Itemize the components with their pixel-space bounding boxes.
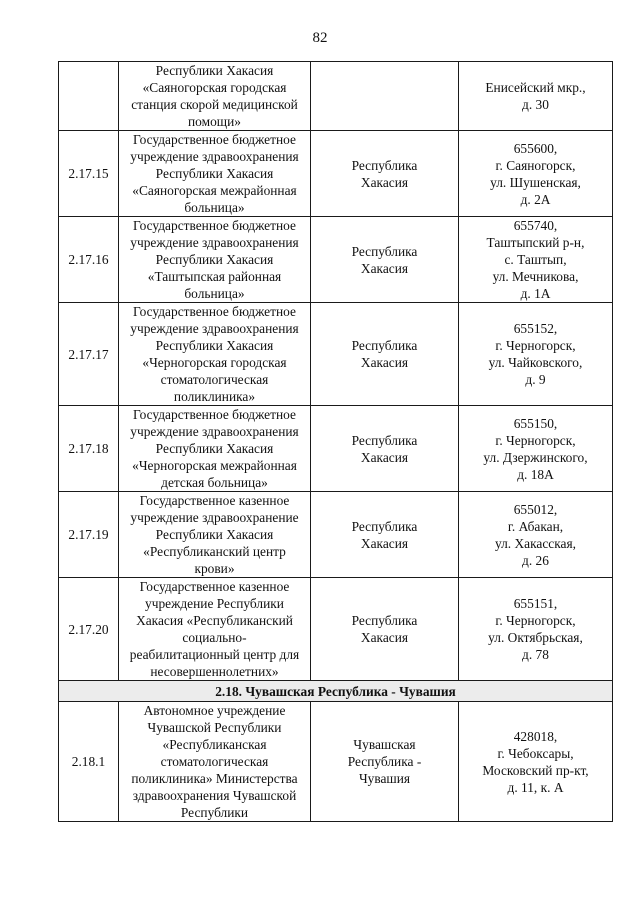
address-line: д. 78 xyxy=(522,647,549,662)
organization-name-line: «Республиканская xyxy=(162,737,267,752)
organization-name xyxy=(119,406,311,492)
address-line: Таштыпский р-н, xyxy=(486,235,585,250)
organization-name xyxy=(119,702,311,822)
organization-name-line: больница» xyxy=(184,286,245,301)
organization-name xyxy=(119,62,311,131)
organization-name-line: учреждение здравоохранение xyxy=(130,510,299,525)
address xyxy=(459,702,613,822)
organization-name-line: социально- xyxy=(182,630,247,645)
organization-name-line: Чувашской Республики xyxy=(147,720,282,735)
organization-name-line: учреждение здравоохранения xyxy=(130,149,299,164)
organization-name-line: поликлиника» Министерства xyxy=(131,771,298,786)
region-name-line: Хакасия xyxy=(360,630,409,645)
organization-name-line: «Саяногорская межрайонная xyxy=(132,183,297,198)
address-line: 655152, xyxy=(513,321,558,336)
organization-name-line: Государственное бюджетное xyxy=(133,132,296,147)
item-number xyxy=(59,62,119,131)
region-name xyxy=(311,406,459,492)
organization-name-line: реабилитационный центр для xyxy=(129,647,300,662)
organization-name-line: Республики xyxy=(180,805,249,820)
organization-name-line: Государственное казенное xyxy=(139,493,290,508)
region-name-line: Республика xyxy=(351,613,418,628)
item-number: 2.17.18 xyxy=(59,406,119,492)
table-row xyxy=(59,131,613,217)
region-name xyxy=(311,217,459,303)
table-row xyxy=(59,406,613,492)
region-name-line: Республика xyxy=(351,432,418,448)
address xyxy=(459,578,613,681)
organization-name-line: «Черногорская городская xyxy=(142,355,287,370)
organization-name-line: Государственное бюджетное xyxy=(133,218,296,233)
organization-name xyxy=(119,131,311,217)
section-row xyxy=(59,681,613,702)
region-name xyxy=(311,702,459,822)
organization-name-line: станция скорой медицинской xyxy=(131,97,298,112)
region-name-line: Хакасия xyxy=(360,355,409,370)
address-line: 655151, xyxy=(513,596,558,611)
region-name-line: Республика xyxy=(351,518,418,534)
organization-name-line: учреждение Республики xyxy=(145,596,284,611)
address xyxy=(459,62,613,131)
table-row xyxy=(59,217,613,303)
address-line: г. Чебоксары, xyxy=(497,745,574,761)
organization-name xyxy=(119,217,311,303)
address-line: 655600, xyxy=(513,140,558,156)
region-name xyxy=(311,303,459,406)
item-number: 2.17.20 xyxy=(59,578,119,681)
item-number: 2.17.15 xyxy=(59,131,119,217)
organization-name-line: Республики Хакасия xyxy=(155,338,274,353)
address-line: г. Абакан, xyxy=(507,518,564,534)
item-number: 2.17.16 xyxy=(59,217,119,303)
institutions-table xyxy=(58,61,613,822)
address xyxy=(459,303,613,406)
address-line: г. Черногорск, xyxy=(495,613,576,628)
region-name-line: Чувашия xyxy=(358,771,411,786)
address-line: 655012, xyxy=(513,501,558,517)
address-line: д. 18А xyxy=(517,466,554,482)
region-name-line: Хакасия xyxy=(360,174,409,190)
organization-name-line: Государственное бюджетное xyxy=(133,304,296,319)
organization-name-line: несовершеннолетних» xyxy=(150,664,279,679)
section-heading: 2.18. Чувашская Республика - Чувашия xyxy=(59,681,613,702)
organization-name xyxy=(119,303,311,406)
region-name-line: Хакасия xyxy=(360,535,409,551)
region-name-line: Хакасия xyxy=(360,449,409,465)
organization-name-line: учреждение здравоохранения xyxy=(130,235,299,250)
organization-name-line: больница» xyxy=(184,200,245,215)
region-name-line: Республика xyxy=(351,338,418,353)
organization-name-line: Хакасия «Республиканский xyxy=(136,613,293,628)
address-line: д. 26 xyxy=(522,552,549,568)
organization-name-line: Республики Хакасия xyxy=(155,166,274,181)
organization-name-line: Республики Хакасия xyxy=(155,527,274,542)
address-line: д. 9 xyxy=(525,372,546,387)
organization-name-line: Республики Хакасия xyxy=(155,63,274,78)
region-name-line: Хакасия xyxy=(360,260,409,276)
address xyxy=(459,406,613,492)
address-line: 428018, xyxy=(513,728,558,744)
table-row xyxy=(59,62,613,131)
address-line: ул. Хакасская, xyxy=(495,535,576,551)
address-line: ул. Октябрьская, xyxy=(488,630,583,645)
page-number: 82 xyxy=(312,30,328,46)
organization-name-line: Автономное учреждение xyxy=(143,703,286,718)
address-line: д. 30 xyxy=(522,97,549,112)
address-line: д. 2А xyxy=(520,191,551,207)
organization-name-line: «Республиканский центр xyxy=(143,544,286,559)
organization-name-line: стоматологическая xyxy=(160,372,269,387)
organization-name-line: «Саяногорская городская xyxy=(142,80,287,95)
address-line: ул. Чайковского, xyxy=(488,355,583,370)
organization-name xyxy=(119,578,311,681)
organization-name-line: крови» xyxy=(194,561,235,576)
organization-name-line: Государственное казенное xyxy=(139,579,290,594)
item-number: 2.18.1 xyxy=(59,702,119,822)
organization-name xyxy=(119,492,311,578)
region-name-line: Чувашская xyxy=(353,737,416,752)
address-line: д. 1А xyxy=(520,286,551,301)
address-line: г. Черногорск, xyxy=(495,338,576,353)
address-line: г. Саяногорск, xyxy=(495,157,576,173)
address-line: г. Черногорск, xyxy=(495,432,576,448)
address-line: Енисейский мкр., xyxy=(485,80,586,95)
address-line: д. 11, к. А xyxy=(507,779,564,795)
table-row xyxy=(59,492,613,578)
item-number: 2.17.19 xyxy=(59,492,119,578)
table-row xyxy=(59,702,613,822)
organization-name-line: «Таштыпская районная xyxy=(147,269,282,284)
organization-name-line: стоматологическая xyxy=(160,754,269,769)
organization-name-line: Государственное бюджетное xyxy=(133,407,296,422)
address-line: 655150, xyxy=(513,415,558,431)
region-name xyxy=(311,62,459,131)
organization-name-line: детская больница» xyxy=(161,475,268,490)
address xyxy=(459,217,613,303)
region-name-line: Республика xyxy=(351,243,418,259)
organization-name-line: учреждение здравоохранения xyxy=(130,424,299,439)
address-line: ул. Мечникова, xyxy=(492,269,579,284)
organization-name-line: Республики Хакасия xyxy=(155,441,274,456)
region-name xyxy=(311,131,459,217)
region-name xyxy=(311,492,459,578)
address-line: ул. Дзержинского, xyxy=(483,449,588,465)
table-row xyxy=(59,578,613,681)
item-number: 2.17.17 xyxy=(59,303,119,406)
table-row xyxy=(59,303,613,406)
organization-name-line: помощи» xyxy=(188,114,241,129)
address-line: 655740, xyxy=(513,218,558,233)
region-name xyxy=(311,578,459,681)
region-name-line: Республика - xyxy=(347,754,422,769)
address-line: с. Таштып, xyxy=(504,252,567,267)
organization-name-line: «Черногорская межрайонная xyxy=(132,458,297,473)
organization-name-line: здравоохранения Чувашской xyxy=(132,788,297,803)
organization-name-line: поликлиника» xyxy=(173,389,256,404)
address-line: Московский пр-кт, xyxy=(482,762,589,778)
address xyxy=(459,131,613,217)
region-name-line: Республика xyxy=(351,157,418,173)
address xyxy=(459,492,613,578)
organization-name-line: Республики Хакасия xyxy=(155,252,274,267)
organization-name-line: учреждение здравоохранения xyxy=(130,321,299,336)
address-line: ул. Шушенская, xyxy=(490,174,581,190)
